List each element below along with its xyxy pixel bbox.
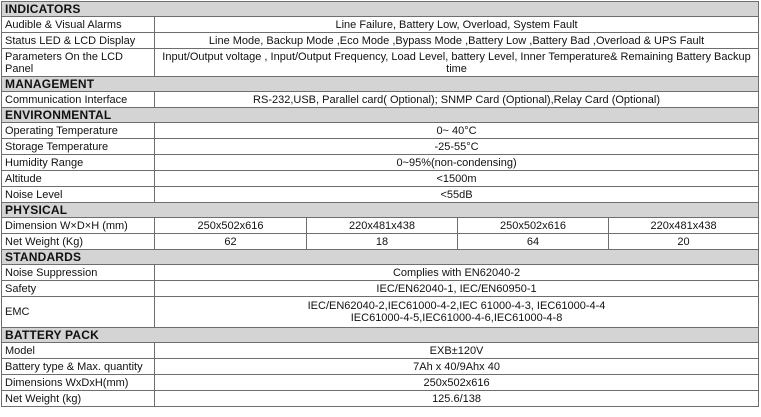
spec-label: Model bbox=[2, 343, 155, 359]
section-header-row bbox=[2, 77, 759, 92]
spec-row bbox=[2, 359, 759, 375]
spec-row bbox=[2, 391, 759, 407]
spec-value: RS-232,USB, Parallel card( Optional); SNMP Card (Optional),Relay Card (Optional) bbox=[155, 92, 759, 108]
spec-row bbox=[2, 49, 759, 77]
spec-row bbox=[2, 218, 759, 234]
spec-value: -25-55°C bbox=[155, 139, 759, 155]
spec-row bbox=[2, 171, 759, 187]
spec-label: Safety bbox=[2, 281, 155, 297]
spec-value: 250x502x616 bbox=[155, 218, 307, 234]
spec-row bbox=[2, 343, 759, 359]
spec-table bbox=[1, 1, 759, 407]
spec-label: Noise Level bbox=[2, 187, 155, 203]
spec-label: Dimensions WxDxH(mm) bbox=[2, 375, 155, 391]
spec-value: 250x502x616 bbox=[458, 218, 609, 234]
physical-section-title: PHYSICAL bbox=[2, 203, 759, 218]
spec-label: Storage Temperature bbox=[2, 139, 155, 155]
spec-label: EMC bbox=[2, 297, 155, 328]
spec-value: 220x481x438 bbox=[609, 218, 759, 234]
section-header-row bbox=[2, 108, 759, 123]
spec-row bbox=[2, 33, 759, 49]
section-header-row bbox=[2, 2, 759, 17]
spec-row bbox=[2, 375, 759, 391]
spec-value: 64 bbox=[458, 234, 609, 250]
spec-label: Audible & Visual Alarms bbox=[2, 17, 155, 33]
spec-row bbox=[2, 139, 759, 155]
spec-value: IEC/EN62040-1, IEC/EN60950-1 bbox=[155, 281, 759, 297]
spec-row bbox=[2, 281, 759, 297]
spec-value: Complies with EN62040-2 bbox=[155, 265, 759, 281]
spec-value: 18 bbox=[307, 234, 458, 250]
spec-label: Altitude bbox=[2, 171, 155, 187]
spec-row bbox=[2, 234, 759, 250]
spec-label: Battery type & Max. quantity bbox=[2, 359, 155, 375]
spec-value: 7Ah x 40/9Ahx 40 bbox=[155, 359, 759, 375]
spec-label: Operating Temperature bbox=[2, 123, 155, 139]
spec-label: Net Weight (kg) bbox=[2, 391, 155, 407]
spec-value: <1500m bbox=[155, 171, 759, 187]
spec-value: 62 bbox=[155, 234, 307, 250]
spec-label: Noise Suppression bbox=[2, 265, 155, 281]
spec-label: Status LED & LCD Display bbox=[2, 33, 155, 49]
spec-label: Humidity Range bbox=[2, 155, 155, 171]
battery-pack-section-title: BATTERY PACK bbox=[2, 328, 759, 343]
spec-row bbox=[2, 265, 759, 281]
management-section-title: MANAGEMENT bbox=[2, 77, 759, 92]
spec-value: 0~95%(non-condensing) bbox=[155, 155, 759, 171]
spec-value: 125.6/138 bbox=[155, 391, 759, 407]
indicators-section-title: INDICATORS bbox=[2, 2, 759, 17]
section-header-row bbox=[2, 250, 759, 265]
standards-section-title: STANDARDS bbox=[2, 250, 759, 265]
spec-value: Line Mode, Backup Mode ,Eco Mode ,Bypass Mode ,Battery Low ,Battery Bad ,Overload & UPS Fault bbox=[155, 33, 759, 49]
section-header-row bbox=[2, 328, 759, 343]
spec-value: <55dB bbox=[155, 187, 759, 203]
spec-row bbox=[2, 123, 759, 139]
spec-row bbox=[2, 297, 759, 328]
environmental-section-title: ENVIRONMENTAL bbox=[2, 108, 759, 123]
spec-value: Line Failure, Battery Low, Overload, System Fault bbox=[155, 17, 759, 33]
spec-label: Dimension W×D×H (mm) bbox=[2, 218, 155, 234]
spec-value: 20 bbox=[609, 234, 759, 250]
spec-value: 250x502x616 bbox=[155, 375, 759, 391]
spec-value: 220x481x438 bbox=[307, 218, 458, 234]
spec-label: Net Weight (Kg) bbox=[2, 234, 155, 250]
spec-value: Input/Output voltage , Input/Output Frequency, Load Level, battery Level, Inner Temperature& Remaining Battery Backup time bbox=[155, 49, 759, 77]
spec-value bbox=[155, 297, 759, 328]
section-header-row bbox=[2, 203, 759, 218]
spec-label: Communication Interface bbox=[2, 92, 155, 108]
emc-line-2: IEC61000-4-5,IEC61000-4-6,IEC61000-4-8 bbox=[350, 312, 563, 324]
spec-row bbox=[2, 187, 759, 203]
spec-row bbox=[2, 92, 759, 108]
spec-value: 0~ 40°C bbox=[155, 123, 759, 139]
spec-row bbox=[2, 155, 759, 171]
emc-line-1: IEC/EN62040-2,IEC61000-4-2,IEC 61000-4-3, IEC61000-4-4 bbox=[307, 300, 606, 312]
spec-row bbox=[2, 17, 759, 33]
spec-value: EXB±120V bbox=[155, 343, 759, 359]
spec-label: Parameters On the LCD Panel bbox=[2, 49, 155, 77]
